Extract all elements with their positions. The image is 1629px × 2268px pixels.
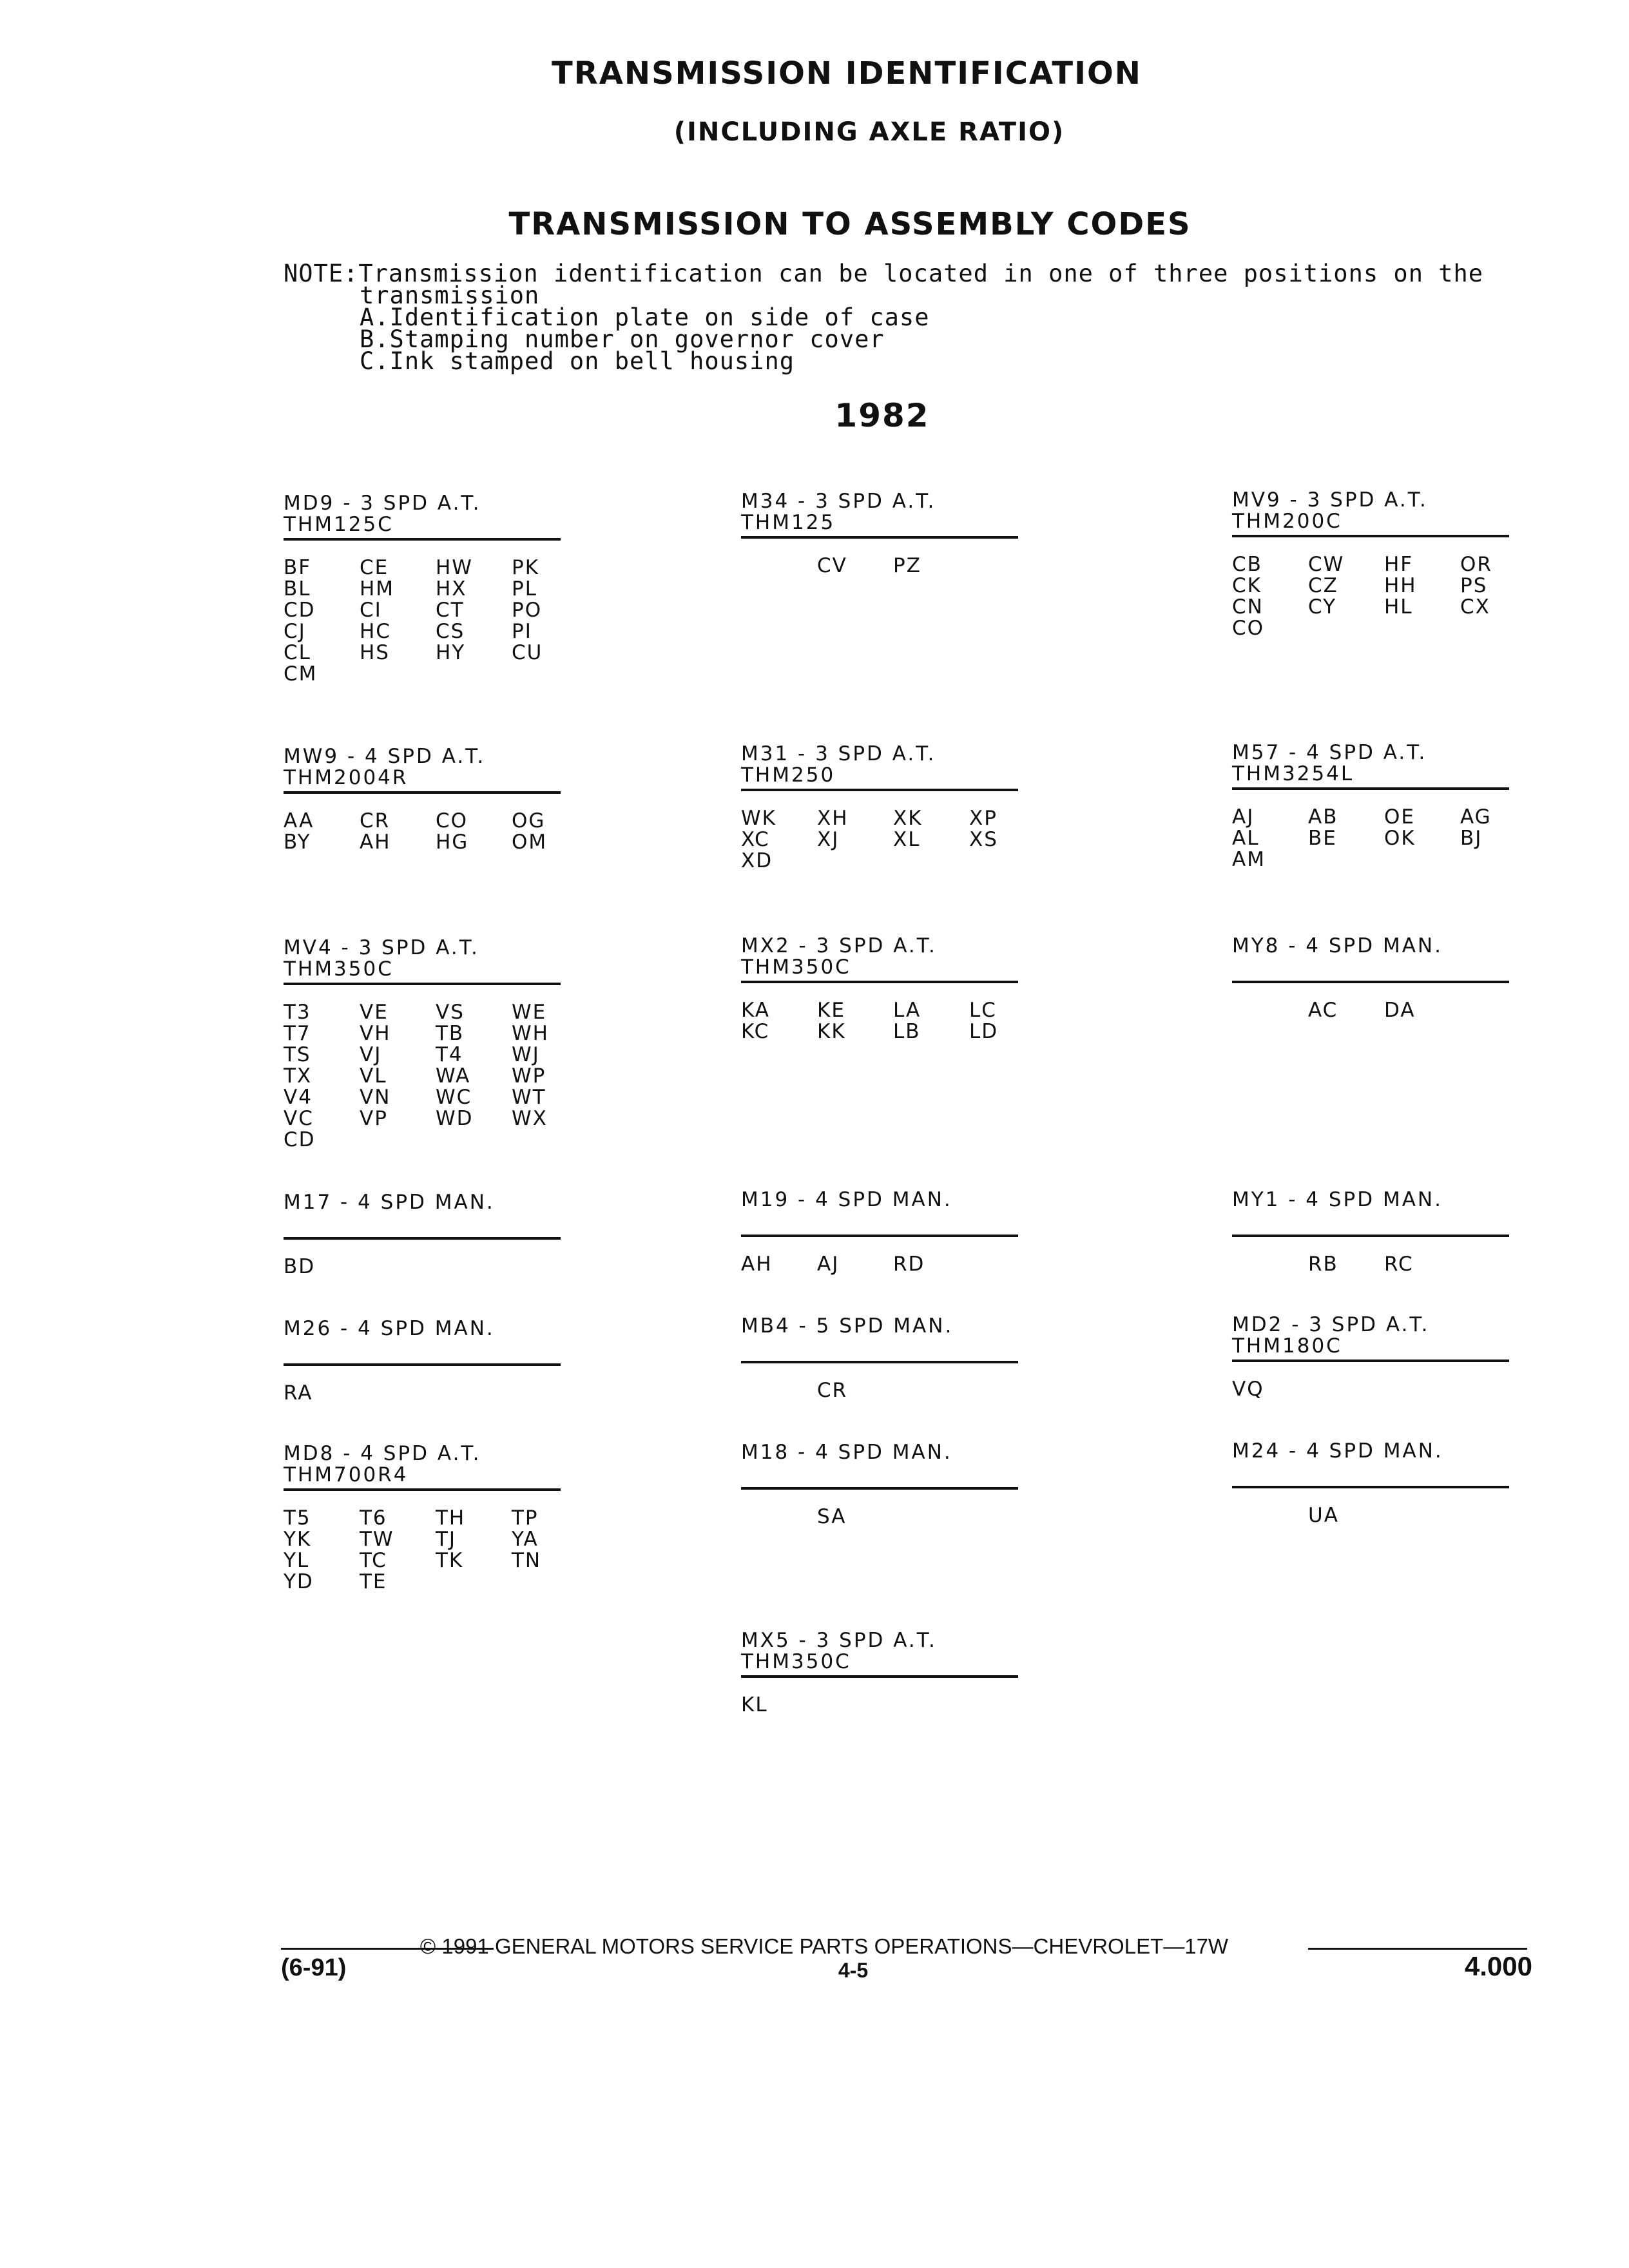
- assembly-code: RA: [284, 1381, 313, 1405]
- code-block: [284, 937, 561, 1151]
- assembly-code: WX: [512, 1107, 548, 1130]
- copyright: © 1991 GENERAL MOTORS SERVICE PARTS OPERATIONS—CHEVROLET—17W: [419, 1934, 1229, 1958]
- assembly-code: KL: [741, 1693, 768, 1716]
- assembly-code: CS: [436, 620, 465, 643]
- assembly-code: HS: [360, 641, 390, 664]
- model-heading: MD8 - 4 SPD A.T.: [284, 1442, 481, 1465]
- assembly-code: LC: [969, 999, 997, 1022]
- assembly-code: VH: [360, 1022, 391, 1045]
- assembly-code: UA: [1308, 1504, 1339, 1527]
- assembly-code: TW: [360, 1528, 394, 1551]
- transmission-type: THM350C: [741, 956, 851, 979]
- transmission-type: THM2004R: [284, 766, 409, 789]
- assembly-code: XJ: [817, 828, 840, 851]
- block-rule: [284, 983, 561, 985]
- assembly-code: TB: [436, 1022, 465, 1045]
- assembly-code: T4: [436, 1043, 463, 1066]
- assembly-code: HF: [1384, 553, 1414, 576]
- block-rule: [741, 536, 1018, 539]
- code-block: [1232, 936, 1509, 1021]
- code-list: [741, 808, 1018, 872]
- assembly-code: KK: [817, 1020, 846, 1043]
- model-heading: M34 - 3 SPD A.T.: [741, 490, 936, 513]
- transmission-type: [741, 1463, 1018, 1485]
- assembly-code: DA: [1384, 999, 1416, 1022]
- transmission-type: THM180C: [1232, 1334, 1342, 1358]
- assembly-code: WH: [512, 1022, 549, 1045]
- assembly-code: OK: [1384, 827, 1416, 850]
- note-line: NOTE:Transmission identification can be located in one of three positions on the: [284, 260, 1484, 287]
- assembly-code: T3: [284, 1001, 311, 1024]
- model-heading: M17 - 4 SPD MAN.: [284, 1191, 495, 1214]
- block-rule: [741, 1487, 1018, 1490]
- note-line: C.Ink stamped on bell housing: [360, 347, 795, 375]
- code-block: [741, 1442, 1018, 1528]
- code-list: [1232, 1254, 1509, 1275]
- assembly-code: RB: [1308, 1253, 1338, 1276]
- assembly-code: VP: [360, 1107, 388, 1130]
- assembly-code: WA: [436, 1064, 471, 1088]
- assembly-code: AA: [284, 809, 314, 832]
- model-heading: MX5 - 3 SPD A.T.: [741, 1629, 937, 1652]
- assembly-code: LA: [893, 999, 921, 1022]
- model-heading: MD2 - 3 SPD A.T.: [1232, 1313, 1430, 1336]
- assembly-code: VL: [360, 1064, 387, 1088]
- assembly-code: LD: [969, 1020, 999, 1043]
- code-list: [284, 1508, 561, 1593]
- assembly-code: [1460, 1254, 1536, 1275]
- model-heading: MY8 - 4 SPD MAN.: [1232, 934, 1443, 957]
- assembly-code: LB: [893, 1020, 921, 1043]
- assembly-code: T5: [284, 1506, 311, 1530]
- assembly-code: OR: [1460, 553, 1492, 576]
- assembly-code: HG: [436, 831, 469, 854]
- model-heading: MW9 - 4 SPD A.T.: [284, 745, 486, 768]
- page-title: TRANSMISSION IDENTIFICATION: [552, 55, 1142, 91]
- block-rule: [741, 981, 1018, 983]
- assembly-code: V4: [284, 1086, 313, 1109]
- assembly-code: TX: [284, 1064, 313, 1088]
- assembly-code: VN: [360, 1086, 391, 1109]
- block-rule: [284, 1363, 561, 1366]
- code-list: [284, 1256, 561, 1278]
- transmission-type: [1232, 1462, 1509, 1483]
- code-block: [741, 491, 1018, 577]
- assembly-code: [741, 1380, 817, 1401]
- assembly-code: AM: [1232, 848, 1266, 871]
- assembly-code: AH: [360, 831, 391, 854]
- transmission-type: THM200C: [1232, 510, 1342, 533]
- assembly-code: T6: [360, 1506, 387, 1530]
- assembly-code: CL: [284, 641, 311, 664]
- assembly-code: XS: [969, 828, 998, 851]
- assembly-code: BD: [284, 1255, 316, 1278]
- code-list: [741, 1506, 1018, 1528]
- block-rule: [741, 1361, 1018, 1363]
- assembly-code: [741, 555, 817, 577]
- assembly-code: CO: [1232, 617, 1265, 640]
- model-heading: MX2 - 3 SPD A.T.: [741, 934, 937, 957]
- page-subtitle: (INCLUDING AXLE RATIO): [673, 117, 1065, 147]
- assembly-code: CE: [360, 556, 389, 579]
- assembly-code: YA: [512, 1528, 539, 1551]
- model-heading: M31 - 3 SPD A.T.: [741, 742, 936, 765]
- code-block: [741, 1189, 1018, 1275]
- assembly-code: CB: [1232, 553, 1262, 576]
- assembly-code: BF: [284, 556, 312, 579]
- code-list: [284, 1383, 561, 1404]
- transmission-type: [741, 1337, 1018, 1358]
- code-block: [1232, 1189, 1509, 1275]
- assembly-code: CI: [360, 599, 382, 622]
- assembly-code: KE: [817, 999, 845, 1022]
- assembly-code: CO: [436, 809, 468, 832]
- assembly-code: TK: [436, 1549, 464, 1572]
- block-rule: [1232, 1486, 1509, 1488]
- assembly-code: [1232, 1505, 1308, 1526]
- assembly-code: WE: [512, 1001, 547, 1024]
- assembly-code: CR: [360, 809, 390, 832]
- code-list: [1232, 1379, 1509, 1400]
- assembly-code: VS: [436, 1001, 465, 1024]
- section-title: TRANSMISSION TO ASSEMBLY CODES: [508, 206, 1191, 242]
- assembly-code: [1232, 1000, 1308, 1021]
- assembly-code: RC: [1384, 1253, 1414, 1276]
- assembly-code: WC: [436, 1086, 472, 1109]
- year-heading: 1982: [834, 397, 930, 434]
- transmission-type: THM350C: [741, 1650, 851, 1673]
- assembly-code: WP: [512, 1064, 546, 1088]
- code-block: [1232, 490, 1509, 639]
- assembly-code: [1460, 1000, 1536, 1021]
- assembly-code: CR: [817, 1379, 848, 1402]
- code-block: [741, 1630, 1018, 1716]
- transmission-type: THM250: [741, 764, 836, 787]
- note-line: A.Identification plate on side of case: [360, 303, 930, 331]
- assembly-code: SA: [817, 1505, 847, 1528]
- assembly-code: PS: [1460, 574, 1488, 597]
- assembly-code: TN: [512, 1549, 542, 1572]
- assembly-code: XK: [893, 807, 923, 830]
- assembly-code: CV: [817, 554, 847, 577]
- assembly-code: YK: [284, 1528, 312, 1551]
- assembly-code: TH: [436, 1506, 466, 1530]
- transmission-type: [284, 1213, 561, 1235]
- block-rule: [741, 1675, 1018, 1678]
- assembly-code: AH: [741, 1253, 773, 1276]
- code-list: [741, 555, 1018, 577]
- block-rule: [1232, 981, 1509, 983]
- assembly-code: XH: [817, 807, 849, 830]
- assembly-code: OM: [512, 831, 548, 854]
- assembly-code: HH: [1384, 574, 1417, 597]
- assembly-code: CY: [1308, 595, 1337, 619]
- assembly-code: [969, 555, 1045, 577]
- transmission-type: THM3254L: [1232, 762, 1354, 785]
- assembly-code: XL: [893, 828, 921, 851]
- code-block: [1232, 1441, 1509, 1526]
- model-heading: M57 - 4 SPD A.T.: [1232, 741, 1427, 764]
- assembly-code: HX: [436, 577, 467, 601]
- assembly-code: RD: [893, 1253, 925, 1276]
- page-number: 4-5: [838, 1959, 869, 1982]
- code-list: [741, 1695, 1018, 1716]
- model-heading: M18 - 4 SPD MAN.: [741, 1441, 952, 1464]
- assembly-code: CK: [1232, 574, 1262, 597]
- assembly-code: PZ: [893, 554, 921, 577]
- code-list: [1232, 1505, 1509, 1526]
- block-rule: [1232, 1360, 1509, 1362]
- transmission-type: THM350C: [284, 957, 394, 981]
- assembly-code: VC: [284, 1107, 314, 1130]
- assembly-code: T7: [284, 1022, 311, 1045]
- model-heading: MD9 - 3 SPD A.T.: [284, 492, 481, 515]
- revision-date: (6-91): [281, 1954, 347, 1981]
- assembly-code: AG: [1460, 805, 1492, 829]
- model-heading: M19 - 4 SPD MAN.: [741, 1188, 952, 1211]
- transmission-type: [741, 1211, 1018, 1232]
- assembly-code: BJ: [1460, 827, 1483, 850]
- code-block: [284, 1443, 561, 1593]
- model-heading: M24 - 4 SPD MAN.: [1232, 1439, 1443, 1463]
- assembly-code: XP: [969, 807, 998, 830]
- assembly-code: TC: [360, 1549, 387, 1572]
- assembly-code: CD: [284, 599, 316, 622]
- assembly-code: YD: [284, 1570, 314, 1593]
- model-heading: MV4 - 3 SPD A.T.: [284, 936, 479, 959]
- code-list: [1232, 554, 1509, 639]
- note-line: B.Stamping number on governor cover: [360, 325, 885, 353]
- code-list: [1232, 1000, 1509, 1021]
- assembly-code: OE: [1384, 805, 1415, 829]
- transmission-type: THM125: [741, 511, 836, 534]
- assembly-code: HW: [436, 556, 473, 579]
- model-heading: MB4 - 5 SPD MAN.: [741, 1314, 954, 1338]
- block-rule: [284, 1237, 561, 1240]
- block-rule: [1232, 1235, 1509, 1237]
- code-block: [1232, 1314, 1509, 1400]
- assembly-code: HY: [436, 641, 466, 664]
- block-rule: [741, 1235, 1018, 1237]
- note: [284, 260, 1534, 375]
- assembly-code: TP: [512, 1506, 539, 1530]
- code-list: [741, 1254, 1018, 1275]
- assembly-code: CJ: [284, 620, 306, 643]
- document-number: 4.000: [1464, 1951, 1532, 1981]
- transmission-type: THM125C: [284, 513, 394, 536]
- code-list: [284, 811, 561, 853]
- code-block: [741, 1316, 1018, 1401]
- assembly-code: KC: [741, 1020, 770, 1043]
- assembly-code: TS: [284, 1043, 311, 1066]
- assembly-code: CZ: [1308, 574, 1338, 597]
- assembly-code: YL: [284, 1549, 310, 1572]
- transmission-type: [1232, 1211, 1509, 1232]
- code-block: [741, 744, 1018, 872]
- code-list: [741, 1380, 1018, 1401]
- assembly-code: [1232, 1254, 1308, 1275]
- assembly-code: BE: [1308, 827, 1337, 850]
- block-rule: [284, 1488, 561, 1491]
- assembly-code: WK: [741, 807, 776, 830]
- assembly-code: TJ: [436, 1528, 457, 1551]
- assembly-code: HC: [360, 620, 391, 643]
- code-list: [284, 557, 561, 685]
- assembly-code: BL: [284, 577, 311, 601]
- assembly-code: AJ: [1232, 805, 1255, 829]
- assembly-code: CX: [1460, 595, 1490, 619]
- model-heading: MV9 - 3 SPD A.T.: [1232, 488, 1428, 512]
- model-heading: MY1 - 4 SPD MAN.: [1232, 1188, 1443, 1211]
- assembly-code: CW: [1308, 553, 1345, 576]
- assembly-code: HL: [1384, 595, 1413, 619]
- block-rule: [284, 791, 561, 794]
- code-list: [1232, 807, 1509, 870]
- assembly-code: AL: [1232, 827, 1260, 850]
- assembly-code: VQ: [1232, 1378, 1264, 1401]
- assembly-code: AJ: [817, 1253, 840, 1276]
- assembly-code: PI: [512, 620, 532, 643]
- block-rule: [284, 538, 561, 541]
- assembly-code: HM: [360, 577, 395, 601]
- code-block: [1232, 742, 1509, 870]
- assembly-code: [741, 1506, 817, 1528]
- assembly-code: AC: [1308, 999, 1338, 1022]
- code-block: [284, 746, 561, 853]
- assembly-code: CD: [284, 1128, 316, 1151]
- assembly-code: CT: [436, 599, 465, 622]
- assembly-code: TE: [360, 1570, 387, 1593]
- assembly-code: OG: [512, 809, 546, 832]
- assembly-code: VE: [360, 1001, 389, 1024]
- transmission-type: [284, 1340, 561, 1361]
- assembly-code: CU: [512, 641, 543, 664]
- assembly-code: PL: [512, 577, 537, 601]
- code-list: [284, 1002, 561, 1151]
- assembly-code: CM: [284, 662, 318, 686]
- code-list: [741, 1000, 1018, 1043]
- assembly-code: XC: [741, 828, 770, 851]
- block-rule: [1232, 787, 1509, 790]
- assembly-code: PO: [512, 599, 543, 622]
- note-line: transmission: [360, 282, 540, 309]
- assembly-code: CN: [1232, 595, 1264, 619]
- code-block: [741, 936, 1018, 1043]
- assembly-code: WT: [512, 1086, 546, 1109]
- transmission-type: THM700R4: [284, 1463, 409, 1486]
- assembly-code: AB: [1308, 805, 1338, 829]
- code-block: [284, 493, 561, 685]
- assembly-code: PK: [512, 556, 540, 579]
- assembly-code: XD: [741, 849, 773, 872]
- assembly-code: WJ: [512, 1043, 540, 1066]
- assembly-code: VJ: [360, 1043, 382, 1066]
- code-block: [284, 1318, 561, 1404]
- assembly-code: WD: [436, 1107, 474, 1130]
- assembly-code: KA: [741, 999, 770, 1022]
- model-heading: M26 - 4 SPD MAN.: [284, 1317, 495, 1340]
- assembly-code: BY: [284, 831, 311, 854]
- code-block: [284, 1192, 561, 1278]
- block-rule: [1232, 535, 1509, 537]
- transmission-type: [1232, 957, 1509, 978]
- block-rule: [741, 789, 1018, 791]
